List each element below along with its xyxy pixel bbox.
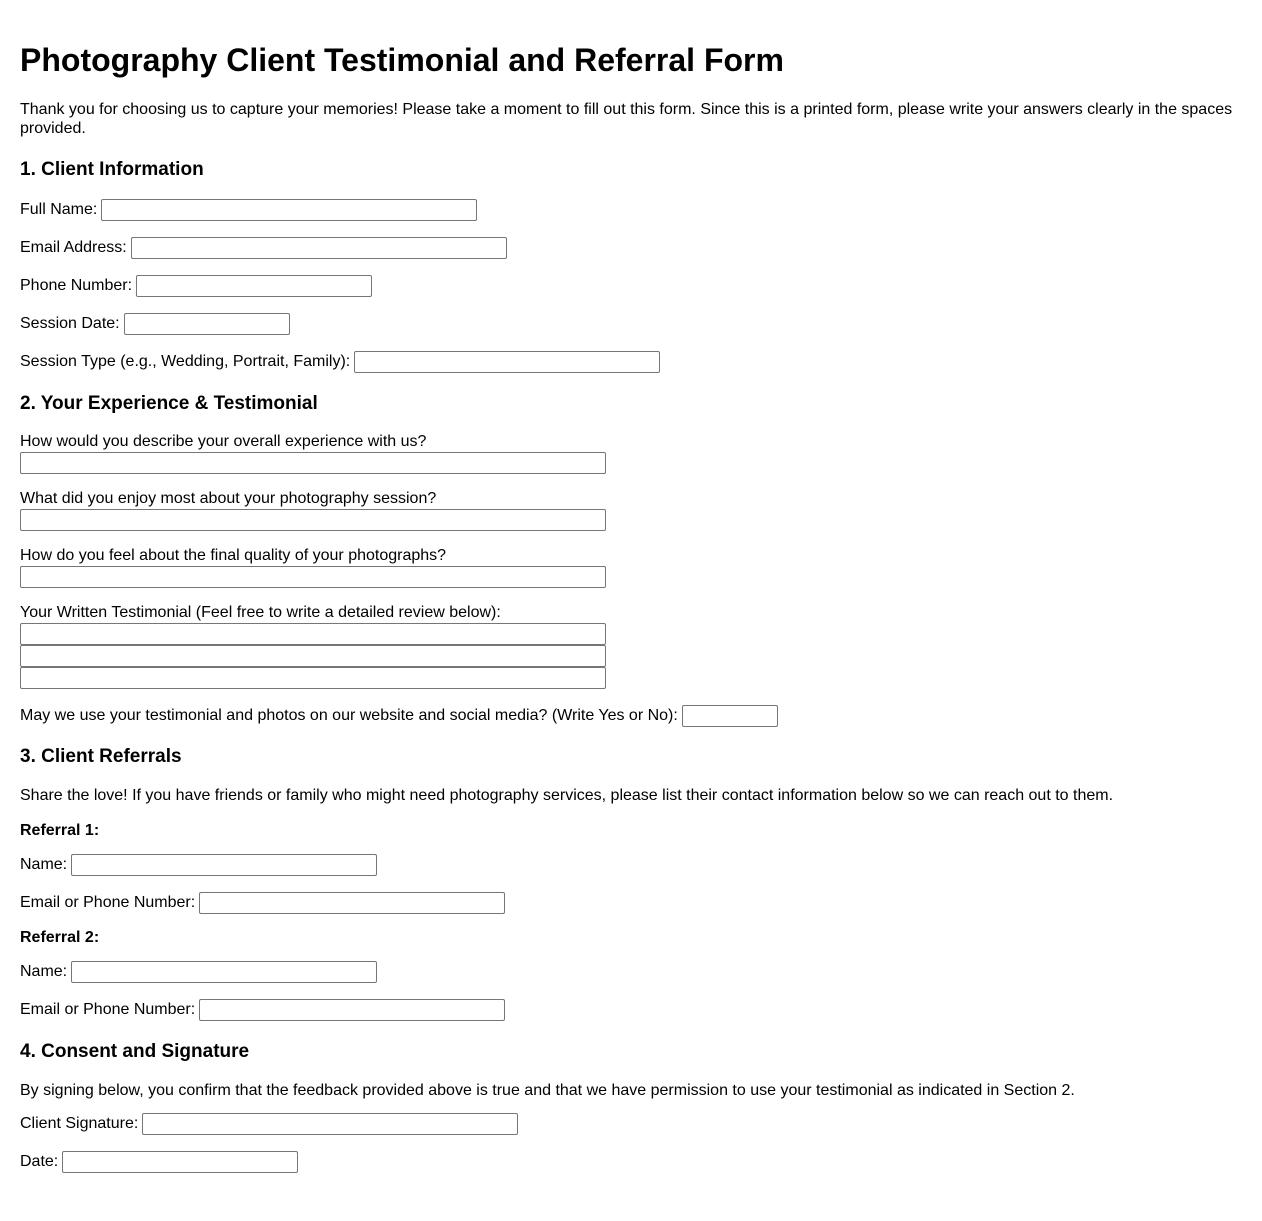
email-label: Email Address: xyxy=(20,239,127,256)
question-written-testimonial xyxy=(20,603,1242,689)
question-label: How do you feel about the final quality of your photographs? xyxy=(20,547,447,564)
question-photo-quality xyxy=(20,546,1242,588)
testimonial-line-3[interactable] xyxy=(20,667,606,689)
date-field[interactable] xyxy=(62,1151,298,1173)
session-type-label: Session Type (e.g., Wedding, Portrait, Family): xyxy=(20,353,351,370)
question-enjoy-most xyxy=(20,489,1242,531)
session-type-field[interactable] xyxy=(354,351,660,373)
referral-1-heading: Referral 1: xyxy=(20,822,100,839)
permission-row xyxy=(20,704,1242,728)
full-name-field[interactable] xyxy=(101,199,477,221)
referral-1-contact-field[interactable] xyxy=(199,892,505,914)
referral-1-name-label: Name: xyxy=(20,856,68,873)
date-label: Date: xyxy=(20,1153,59,1170)
full-name-row xyxy=(20,198,1242,222)
session-date-label: Session Date: xyxy=(20,315,120,332)
email-row xyxy=(20,236,1242,260)
signature-label: Client Signature: xyxy=(20,1115,139,1132)
form-intro: Thank you for choosing us to capture your memories! Please take a moment to fill out this form. Since this is a printed form, please write your answers clearly in the spaces provided. xyxy=(20,101,1233,137)
referral-2-contact-row xyxy=(20,998,1242,1022)
phone-label: Phone Number: xyxy=(20,277,133,294)
question-overall-experience xyxy=(20,432,1242,474)
overall-experience-field[interactable] xyxy=(20,452,606,474)
testimonial-line-1[interactable] xyxy=(20,623,606,645)
section-heading-referrals: 3. Client Referrals xyxy=(20,746,182,767)
session-type-row xyxy=(20,350,1242,374)
referral-1-contact-row xyxy=(20,891,1242,915)
section-heading-client-information: 1. Client Information xyxy=(20,159,204,180)
section-heading-consent: 4. Consent and Signature xyxy=(20,1041,250,1062)
email-field[interactable] xyxy=(131,237,507,259)
testimonial-line-2[interactable] xyxy=(20,645,606,667)
signature-field[interactable] xyxy=(142,1113,518,1135)
section-heading-experience: 2. Your Experience & Testimonial xyxy=(20,393,318,414)
referral-1-name-field[interactable] xyxy=(71,854,377,876)
consent-text: By signing below, you confirm that the feedback provided above is true and that we have permission to use your testimonial as indicated in Section 2. xyxy=(20,1082,1075,1099)
question-label: How would you describe your overall experience with us? xyxy=(20,433,427,450)
referral-1-name-row xyxy=(20,853,1242,877)
date-row xyxy=(20,1150,1242,1174)
signature-row xyxy=(20,1112,1242,1136)
referral-1-contact-label: Email or Phone Number: xyxy=(20,894,196,911)
referral-2-contact-label: Email or Phone Number: xyxy=(20,1001,196,1018)
permission-label: May we use your testimonial and photos on our website and social media? (Write Yes or No): xyxy=(20,707,678,724)
question-label: What did you enjoy most about your photography session? xyxy=(20,490,437,507)
full-name-label: Full Name: xyxy=(20,201,98,218)
referral-2-contact-field[interactable] xyxy=(199,999,505,1021)
question-label: Your Written Testimonial (Feel free to write a detailed review below): xyxy=(20,604,501,621)
phone-row xyxy=(20,274,1242,298)
photo-quality-field[interactable] xyxy=(20,566,606,588)
form-title: Photography Client Testimonial and Referral Form xyxy=(20,42,784,78)
referral-2-name-label: Name: xyxy=(20,963,68,980)
phone-field[interactable] xyxy=(136,275,372,297)
enjoy-most-field[interactable] xyxy=(20,509,606,531)
referrals-intro: Share the love! If you have friends or family who might need photography services, please list their contact information below so we can reach out to them. xyxy=(20,787,1114,804)
session-date-row xyxy=(20,312,1242,336)
session-date-field[interactable] xyxy=(124,313,290,335)
referral-2-heading: Referral 2: xyxy=(20,929,100,946)
permission-field[interactable] xyxy=(682,705,778,727)
referral-2-name-field[interactable] xyxy=(71,961,377,983)
referral-2-name-row xyxy=(20,960,1242,984)
